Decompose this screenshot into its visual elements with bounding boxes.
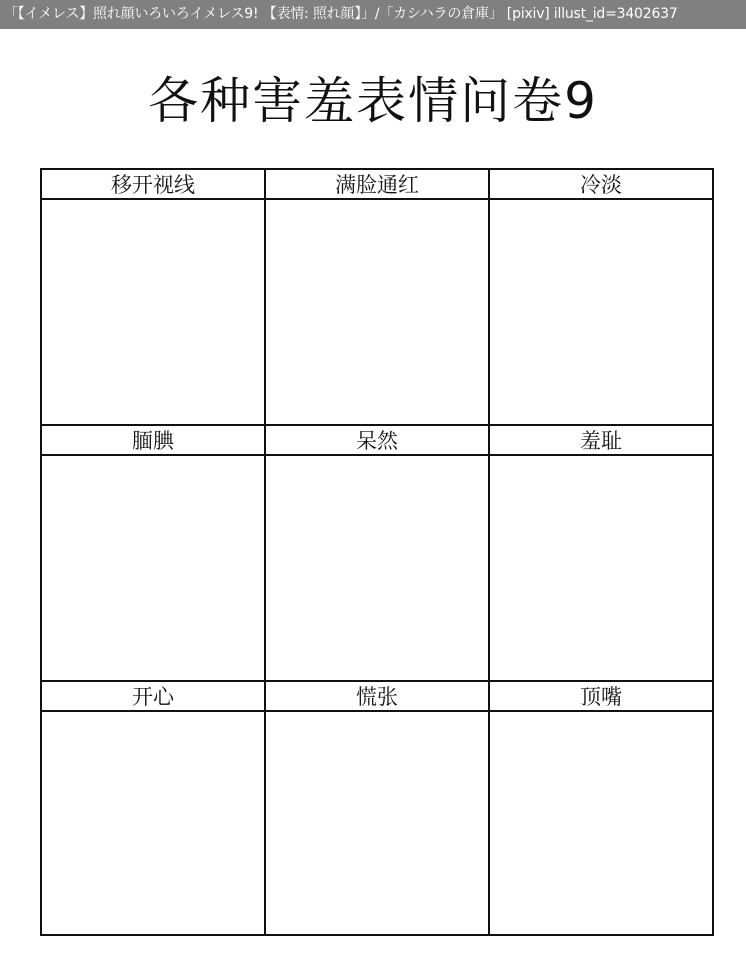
drawing-area — [266, 200, 488, 424]
drawing-area — [42, 712, 264, 934]
cell-label: 羞耻 — [490, 426, 712, 456]
drawing-area — [42, 200, 264, 424]
grid-cell — [266, 170, 490, 426]
expression-grid — [40, 168, 714, 936]
drawing-area — [266, 456, 488, 680]
drawing-area — [42, 456, 264, 680]
source-caption-bar — [0, 0, 746, 29]
cell-label: 顶嘴 — [490, 682, 712, 712]
sheet-title: 各种害羞表情问卷9 — [148, 72, 598, 130]
cell-label: 呆然 — [266, 426, 488, 456]
grid-cell — [490, 682, 712, 934]
grid-cell — [490, 170, 712, 426]
grid-cell — [266, 426, 490, 682]
cell-label: 满脸通红 — [266, 170, 488, 200]
cell-label: 开心 — [42, 682, 264, 712]
grid-cell — [42, 170, 266, 426]
grid-cell — [266, 682, 490, 934]
drawing-area — [490, 200, 712, 424]
drawing-area — [266, 712, 488, 934]
cell-label: 腼腆 — [42, 426, 264, 456]
grid-cell — [42, 682, 266, 934]
drawing-area — [490, 712, 712, 934]
cell-label: 慌张 — [266, 682, 488, 712]
source-caption: 「【イメレス】照れ顔いろいろイメレス9! 【表情: 照れ顔】」/「カシハラの倉庫」 [pixiv] illust_id=3402637 — [4, 6, 678, 22]
grid-cell — [42, 426, 266, 682]
drawing-area — [490, 456, 712, 680]
grid-cell — [490, 426, 712, 682]
cell-label: 冷淡 — [490, 170, 712, 200]
cell-label: 移开视线 — [42, 170, 264, 200]
